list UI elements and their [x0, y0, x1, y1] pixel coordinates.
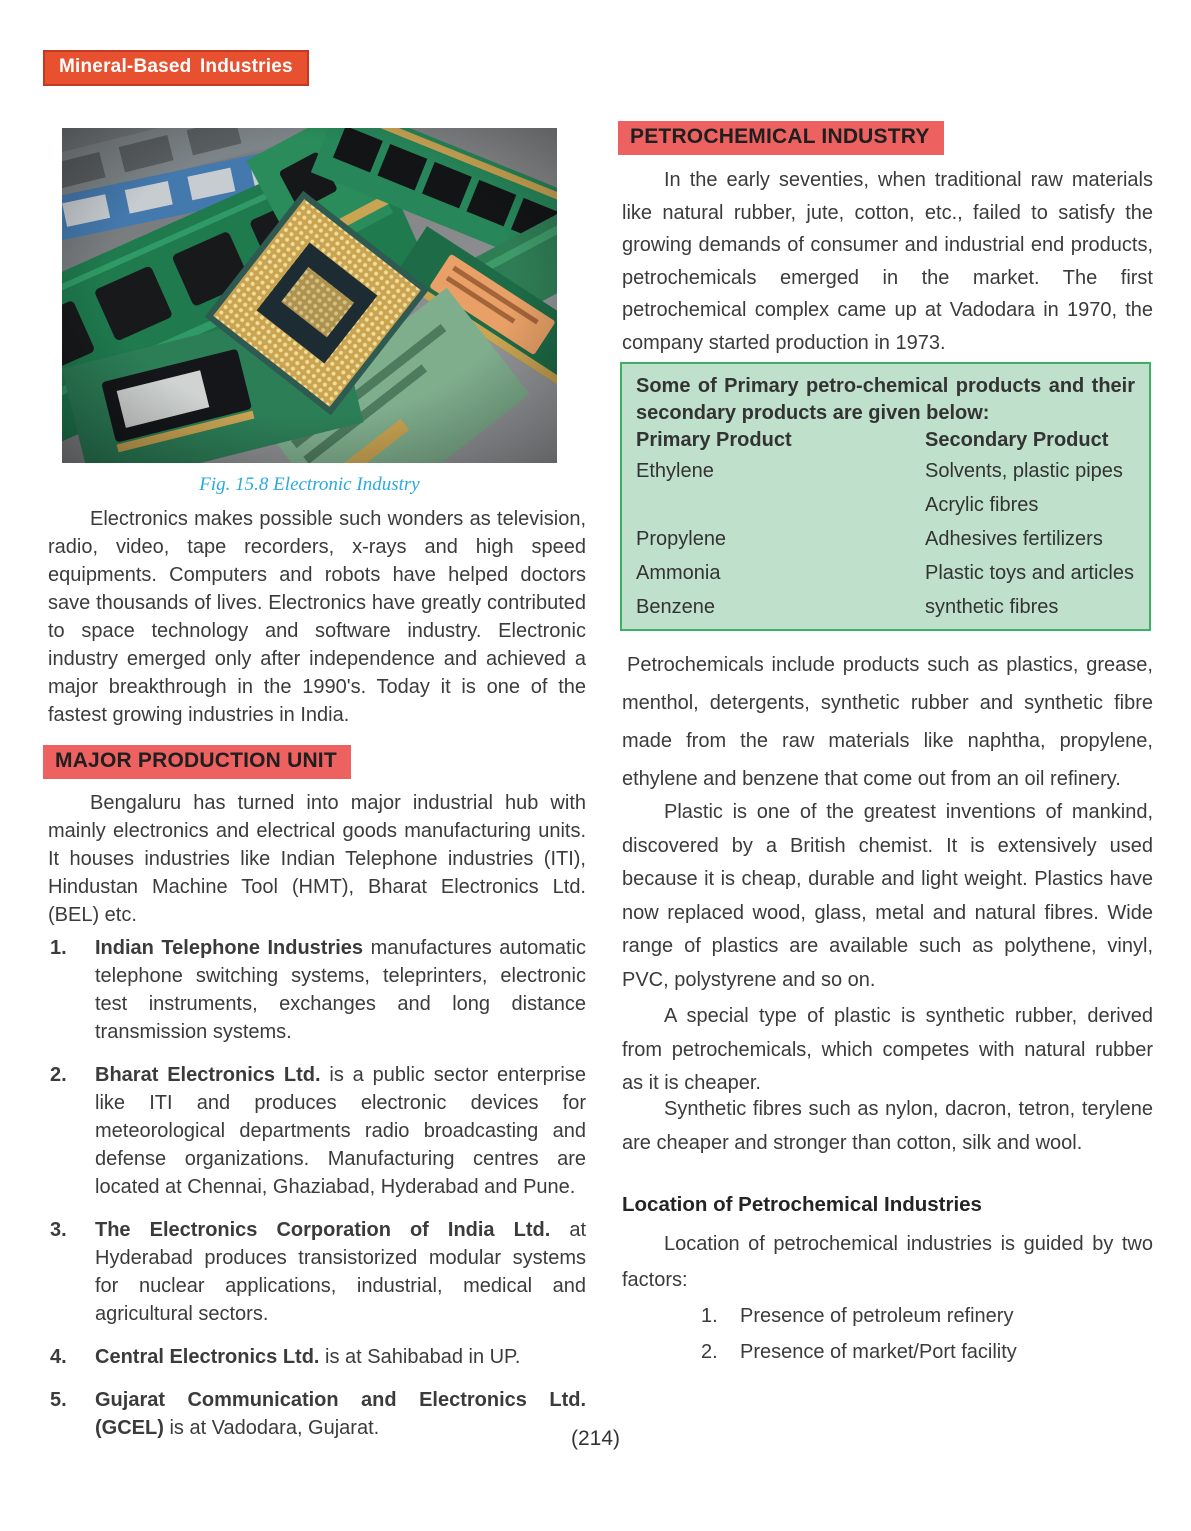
location-factors-list — [622, 1298, 1153, 1370]
secondary-product: Acrylic fibres — [925, 494, 1039, 516]
synthetic-rubber-paragraph: A special type of plastic is synthetic rubber, derived from petrochemicals, which competes with natural rubber as it is cheaper. — [622, 1005, 1153, 1094]
list-item-bold: Bharat Electronics Ltd. — [95, 1064, 321, 1086]
petro-products-box — [620, 362, 1151, 631]
synthetic-fibres-paragraph: Synthetic fibres such as nylon, dacron, tetron, terylene are cheaper and stronger than cotton, silk and wool. — [622, 1098, 1153, 1154]
list-item-number: 2. — [50, 1064, 67, 1086]
primary-product: Ethylene — [636, 460, 714, 482]
table-row — [636, 454, 1135, 488]
list-item — [48, 1061, 586, 1201]
secondary-product: synthetic fibres — [925, 596, 1059, 618]
factor-item — [622, 1298, 1153, 1334]
secondary-product: Adhesives fertilizers — [925, 528, 1103, 550]
secondary-product-header: Secondary Product — [925, 429, 1109, 451]
petro-products-header-row — [636, 427, 1135, 454]
page-number: (214) — [570, 1427, 621, 1450]
list-item-number: 5. — [50, 1389, 67, 1411]
production-units-list — [48, 934, 586, 1457]
table-row — [636, 556, 1135, 590]
list-item — [48, 1216, 586, 1328]
secondary-product: Solvents, plastic pipes — [925, 460, 1123, 482]
secondary-product: Plastic toys and articles — [925, 562, 1134, 584]
table-row — [636, 488, 1135, 522]
list-item-text: is at Vadodara, Gujarat. — [163, 1417, 380, 1439]
circuit-boards-photo — [62, 128, 557, 463]
plastic-paragraph: Plastic is one of the greatest inventions of mankind, discovered by a British chemist. It is extensively used because it is cheap, durable and light weight. Plastics have now replaced wood, glass, metal and natural fibres. Wide range of plastics are available such as polythene, vinyl, PVC, polystyrene and so on. — [622, 801, 1153, 991]
petrochemicals-products-paragraph: Petrochemicals include products such as plastics, grease, menthol, detergents, synthetic rubber and synthetic fibre made from the raw materials like naphtha, propylene, ethylene and benzene that come out from an oil refinery. — [622, 654, 1153, 790]
table-row — [636, 590, 1135, 624]
electronics-paragraph: Electronics makes possible such wonders as television, radio, video, tape recorders, x-rays and high speed equipments. Computers and robots have helped doctors save thousands of lives. Electronics have greatly contributed to space technology and software industry. Electronic industry emerged only after independence and achieved a major breakthrough in the 1990's. Today it is one of the fastest growing industries in India. — [48, 508, 586, 726]
primary-product-header: Primary Product — [636, 429, 792, 451]
list-item-text: manufactures automatic telephone switching systems, teleprinters, electronic test instruments, exchanges and long distance transmission systems. — [95, 937, 586, 1043]
list-item-number: 3. — [50, 1219, 67, 1241]
primary-product: Benzene — [636, 596, 715, 618]
list-item-bold: Gujarat Communication and Electronics Ltd. (GCEL) — [95, 1389, 586, 1439]
list-item-bold: Indian Telephone Industries — [95, 937, 364, 959]
list-item-text: is at Sahibabad in UP. — [319, 1346, 521, 1368]
list-item-text: is a public sector enterprise like ITI and produces electronic devices for meteorological departments radio broadcasting and defense organizations. Manufacturing centres are located at Chennai, Ghaziabad, Hyderabad and Pune. — [95, 1064, 586, 1198]
petrochemical-industry-heading: PETROCHEMICAL INDUSTRY — [618, 121, 944, 155]
factor-item — [622, 1334, 1153, 1370]
factor-text: Presence of market/Port facility — [740, 1341, 1017, 1363]
list-item-bold: The Electronics Corporation of India Ltd. — [95, 1219, 551, 1241]
list-item — [48, 1343, 586, 1371]
petrochemical-intro-paragraph: In the early seventies, when traditional raw materials like natural rubber, jute, cotton, etc., failed to satisfy the growing demands of consumer and industrial end products, petrochemicals emerged in the market. The first petrochemical complex came up at Vadodara in 1970, the company started production in 1973. — [622, 169, 1153, 354]
list-item-bold: Central Electronics Ltd. — [95, 1346, 320, 1368]
chapter-badge: Mineral-Based Industries — [43, 50, 309, 86]
factor-number: 1. — [701, 1305, 718, 1327]
list-item — [48, 934, 586, 1046]
major-production-unit-heading: MAJOR PRODUCTION UNIT — [43, 745, 351, 779]
factor-text: Presence of petroleum refinery — [740, 1305, 1014, 1327]
list-item-text: at Hyderabad produces transistorized modular systems for nuclear applications, industrial, medical and agricultural sectors. — [95, 1219, 586, 1325]
figure-caption: Fig. 15.8 Electronic Industry — [199, 474, 420, 495]
petro-products-box-title: Some of Primary petro-chemical products and their secondary products are given below: — [636, 375, 1135, 424]
factor-number: 2. — [701, 1341, 718, 1363]
bengaluru-paragraph: Bengaluru has turned into major industrial hub with mainly electronics and electrical goods manufacturing units. It houses industries like Indian Telephone industries (ITI), Hindustan Machine Tool (HMT), Bharat Electronics Ltd. (BEL) etc. — [48, 792, 586, 926]
list-item-number: 1. — [50, 937, 67, 959]
location-subheading: Location of Petrochemical Industries — [622, 1193, 982, 1216]
primary-product: Ammonia — [636, 562, 721, 584]
table-row — [636, 522, 1135, 556]
location-factors-paragraph: Location of petrochemical industries is guided by two factors: — [622, 1233, 1153, 1291]
primary-product: Propylene — [636, 528, 727, 550]
primary-product — [636, 488, 925, 522]
list-item-number: 4. — [50, 1346, 67, 1368]
